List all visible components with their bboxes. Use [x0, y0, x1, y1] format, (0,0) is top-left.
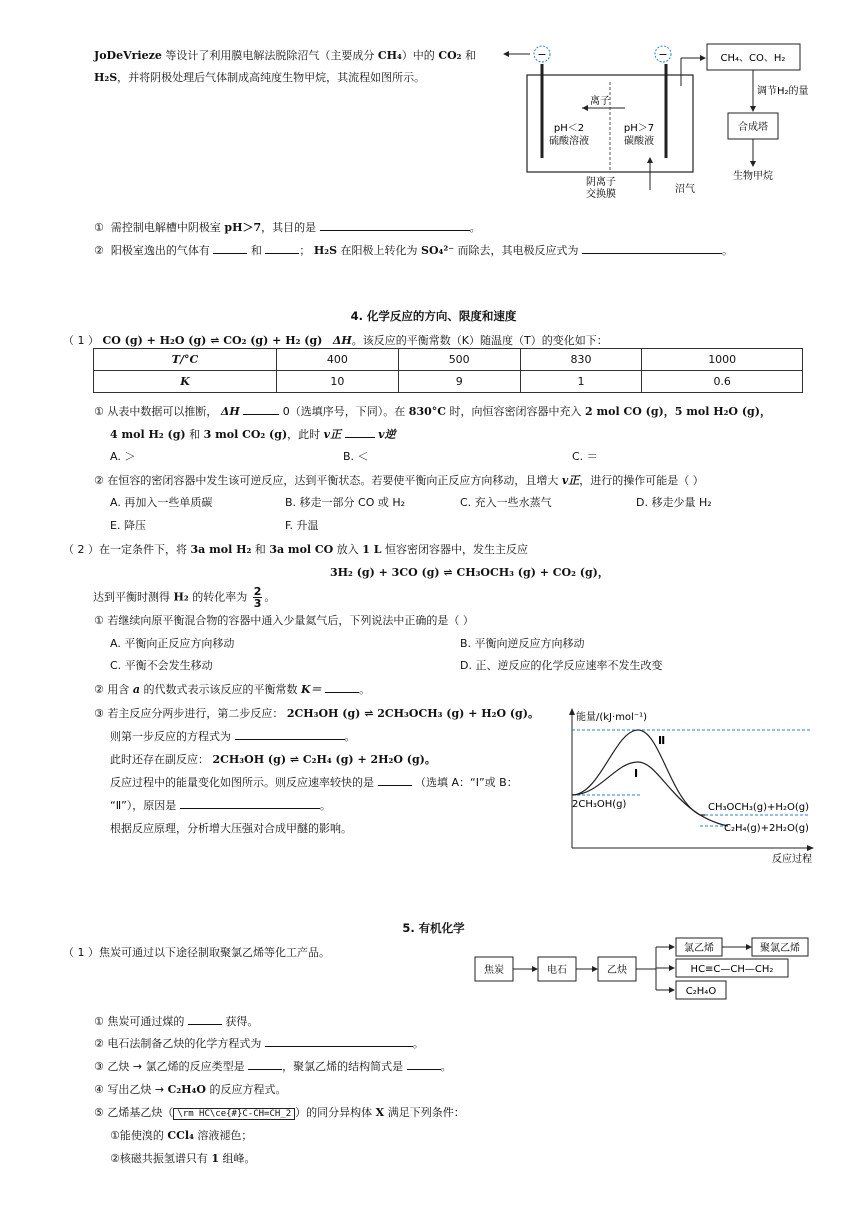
electrolysis-q1: ① 需控制电解槽中阴极室 pH＞7，其目的是 。: [94, 221, 481, 234]
svg-text:焦炭: 焦炭: [484, 965, 504, 976]
gas-in-label: 沼气: [675, 184, 695, 195]
answer-blank[interactable]: [407, 1059, 441, 1070]
table-row: K 10 9 1 0.6: [94, 371, 803, 393]
start-species-label: 2CH₃OH(g): [572, 799, 627, 810]
answer-blank[interactable]: [378, 775, 412, 786]
s4-part1-stem: （ 1 ） CO (g) + H₂O (g) ⇌ CO₂ (g) + H₂ (g) ΔH。该反应的平衡常数（K）随温度（T）的变化如下：: [63, 334, 608, 347]
s4-r3-line5: “Ⅱ”），原因是 。: [110, 799, 331, 812]
curve-i-label: Ⅰ: [634, 767, 639, 780]
s4-r3-line2: 则第一步反应的方程式为 。: [110, 730, 356, 743]
product2-label: C₂H₄(g)+2H₂O(g): [724, 823, 809, 834]
anode-sign: −: [537, 48, 547, 61]
s4-q2-opt-c[interactable]: C. 充入一些水蒸气: [460, 496, 552, 509]
s4-r1-opt-c[interactable]: C. 平衡不会发生移动: [110, 659, 213, 672]
progress-axis-label: 反应过程: [772, 854, 812, 865]
left-solution-name: 硫酸溶液: [549, 136, 589, 147]
right-solution-name: 碳酸液: [624, 136, 654, 147]
electrolysis-q2: ② 阳极室逸出的气体有 和 ； H₂S 在阳极上转化为 SO₄²⁻ 而除去，其电极反应式为 。: [94, 244, 733, 257]
s4-q1-opt-c[interactable]: C. ＝: [572, 450, 598, 463]
s4-q2-stem: ② 在恒容的密闭容器中发生该可逆反应，达到平衡状态。若要使平衡向正反应方向移动，且增大 v正，进行的操作可能是（ ）: [94, 474, 704, 487]
s4-r1-opt-a[interactable]: A. 平衡向正反应方向移动: [110, 637, 235, 650]
answer-blank[interactable]: [345, 427, 375, 438]
s4-r1-opt-b[interactable]: B. 平衡向逆反应方向移动: [460, 637, 585, 650]
answer-blank[interactable]: [265, 243, 299, 254]
intro-line-2: H₂S，并将阴极处理后气体制成高纯度生物甲烷，其流程如图所示。: [94, 71, 426, 84]
answer-blank[interactable]: [188, 1014, 222, 1025]
svg-text:HC≡C—CH—CH₂: HC≡C—CH—CH₂: [690, 964, 774, 975]
curve-ii-label: Ⅱ: [658, 734, 666, 747]
s4-q2-opt-b[interactable]: B. 移走一部分 CO 或 H₂: [285, 496, 406, 509]
s5-q4: ④ 写出乙炔 → C₂H₄O 的反应方程式。: [94, 1083, 287, 1096]
s4-q2-opt-e[interactable]: E. 降压: [110, 519, 146, 532]
s4-main-equation: 3H₂ (g) + 3CO (g) ⇌ CH₃OCH₃ (g) + CO₂ (g)，: [330, 566, 609, 579]
synthesis-label: 合成塔: [738, 122, 768, 133]
section-5-title: 5. 有机化学: [402, 921, 465, 935]
s5-condition-2: ②核磁共振氢谱只有 1 组峰。: [110, 1152, 256, 1165]
energy-diagram: [560, 700, 820, 870]
answer-blank[interactable]: [582, 243, 722, 254]
s4-q1-opt-b[interactable]: B. ＜: [343, 450, 369, 463]
s4-q1-line2: 4 mol H₂ (g) 和 3 mol CO₂ (g)，此时 v正 v逆: [110, 428, 396, 441]
adjust-label: 调节H₂的量: [757, 86, 809, 97]
right-solution-ph: pH＞7: [623, 123, 655, 134]
s5-q2: ② 电石法制备乙炔的化学方程式为 。: [94, 1037, 424, 1050]
organic-flow-diagram: [470, 935, 815, 1001]
answer-blank[interactable]: [320, 220, 470, 231]
s4-part2-stem: （ 2 ）在一定条件下，将 3a mol H₂ 和 3a mol CO 放入 1 L 恒容密闭容器中，发生主反应: [63, 543, 528, 556]
answer-blank[interactable]: [265, 1036, 413, 1047]
s5-part1-stem: （ 1 ）焦炭可通过以下途径制取聚氯乙烯等化工产品。: [63, 946, 330, 959]
answer-blank[interactable]: [180, 798, 320, 809]
answer-blank[interactable]: [243, 404, 279, 415]
s5-q1: ① 焦炭可通过煤的 获得。: [94, 1015, 259, 1028]
ion-label: 离子: [590, 96, 610, 107]
answer-blank[interactable]: [325, 682, 359, 693]
svg-text:电石: 电石: [547, 965, 567, 976]
energy-axis-label: 能量/(kJ·mol⁻¹): [576, 712, 648, 723]
left-solution-ph: pH＜2: [553, 123, 585, 134]
s4-r3-line4: 反应过程中的能量变化如图所示。则反应速率较快的是 （选填 A：“Ⅰ”或 B：: [110, 776, 518, 789]
s4-q1-line1: ① 从表中数据可以推断， ΔH 0（选填序号，下同）。在 830°C 时，向恒容密闭容器中充入 2 mol CO (g)，5 mol H₂O (g)，: [94, 405, 771, 418]
equilibrium-constant-table: [93, 348, 803, 393]
answer-blank[interactable]: [213, 243, 247, 254]
intro-line-1: JoDeVrieze 等设计了利用膜电解法脱除沼气（主要成分 CH₄）中的 CO₂ 和: [94, 49, 476, 62]
electrolysis-diagram: [500, 38, 820, 198]
s4-r1-opt-d[interactable]: D. 正、逆反应的化学反应速率不发生改变: [460, 659, 663, 672]
s4-r3-line1: ③ 若主反应分两步进行，第二步反应： 2CH₃OH (g) ⇌ 2CH₃OCH₃ (g) + H₂O (g)。: [94, 707, 539, 720]
s4-r3-line3: 此时还存在副反应： 2CH₃OH (g) ⇌ C₂H₄ (g) + 2H₂O (g)。: [110, 753, 436, 766]
membrane-label-2: 交换膜: [586, 189, 616, 198]
answer-blank[interactable]: [248, 1059, 282, 1070]
s4-q2-opt-f[interactable]: F. 升温: [285, 519, 319, 532]
s4-q2-opt-a[interactable]: A. 再加入一些单质碳: [110, 496, 213, 509]
author-name: JoDeVrieze: [94, 49, 162, 62]
svg-text:C₂H₄O: C₂H₄O: [685, 986, 717, 997]
svg-text:乙炔: 乙炔: [607, 965, 627, 976]
svg-text:氯乙烯: 氯乙烯: [684, 943, 714, 954]
answer-blank[interactable]: [235, 729, 345, 740]
s5-condition-1: ①能使溴的 CCl₄ 溶液褪色；: [110, 1129, 253, 1142]
fraction: $\frac{2}{3}$: [253, 585, 262, 610]
s5-q3: ③ 乙炔 → 氯乙烯的反应类型是 ，聚氯乙烯的结构简式是 。: [94, 1060, 452, 1073]
svg-text:聚氯乙烯: 聚氯乙烯: [760, 943, 800, 954]
s4-r2: ② 用含 a 的代数式表示该反应的平衡常数 K＝ 。: [94, 683, 371, 696]
formula-box: \rm HC\ce{#}C-CH=CH_2: [173, 1108, 295, 1120]
section-4-title: 4. 化学反应的方向、限度和速度: [350, 309, 517, 323]
product1-label: CH₃OCH₃(g)+H₂O(g): [708, 802, 809, 813]
membrane-label-1: 阴离子: [586, 177, 616, 188]
s4-r3-line6: 根据反应原理，分析增大压强对合成甲醚的影响。: [110, 822, 352, 835]
s4-q1-opt-a[interactable]: A. ＞: [110, 450, 136, 463]
s4-q2-opt-d[interactable]: D. 移走少量 H₂: [636, 496, 712, 509]
s4-r1-stem: ① 若继续向原平衡混合物的容器中通入少量氦气后，下列说法中正确的是（ ）: [94, 614, 474, 627]
product-label: 生物甲烷: [733, 171, 773, 182]
curve-i: [572, 762, 728, 826]
s5-q5: ⑤ 乙烯基乙炔（ \rm HC\ce{#}C-CH=CH_2 ）的同分异构体 X 满足下列条件：: [94, 1106, 465, 1119]
cathode-sign: −: [658, 48, 668, 61]
table-row: T/°C 400 500 830 1000: [94, 349, 803, 371]
gas-box-label: CH₄、CO、H₂: [720, 53, 786, 64]
s4-conversion-line: 达到平衡时测得 H₂ 的转化率为 $\frac{2}{3}$ 。: [93, 585, 276, 610]
